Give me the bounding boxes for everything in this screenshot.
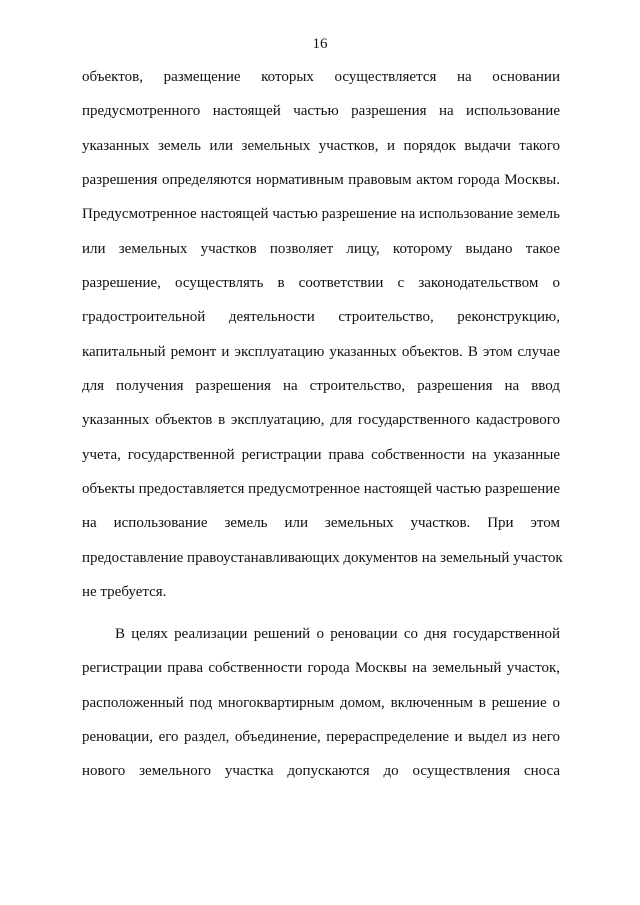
text-line: капитальный ремонт и эксплуатацию указанных объектов. В этом случае <box>82 343 560 360</box>
text-line: для получения разрешения на строительство, разрешения на ввод <box>82 378 560 395</box>
text-line: указанных земель или земельных участков, и порядок выдачи такого <box>82 137 560 154</box>
text-line: В целях реализации решений о реновации со дня государственной <box>115 626 560 642</box>
text-line: реновации, его раздел, объединение, перераспределение и выдел из него <box>82 729 560 746</box>
text-line: объектов, размещение которых осуществляется на основании <box>82 69 560 85</box>
text-line: регистрации права собственности города Москвы на земельный участок, <box>82 660 560 677</box>
page-number: 16 <box>312 36 328 52</box>
paragraph-1 <box>82 60 563 610</box>
text-line: предусмотренного настоящей частью разрешения на использование <box>82 103 560 120</box>
text-line: градостроительной деятельности строительство, реконструкцию, <box>82 309 560 326</box>
text-line: или земельных участков позволяет лицу, которому выдано такое <box>82 240 560 257</box>
text-line: Предусмотренное настоящей частью разрешение на использование земель <box>82 206 560 223</box>
text-line: предоставление правоустанавливающих документов на земельный участок <box>82 549 563 566</box>
text-line: на использование земель или земельных участков. При этом <box>82 515 560 532</box>
text-line: указанных объектов в эксплуатацию, для государственного кадастрового <box>82 412 560 429</box>
text-line: нового земельного участка допускаются до осуществления сноса <box>82 763 560 780</box>
text-line: расположенный под многоквартирным домом, включенным в решение о <box>82 694 560 711</box>
text-line: учета, государственной регистрации права собственности на указанные <box>82 446 560 463</box>
text-line: не требуется. <box>82 584 167 601</box>
text-line: разрешения определяются нормативным правовым актом города Москвы. <box>82 172 560 189</box>
paragraph-2 <box>82 617 560 789</box>
text-line: разрешение, осуществлять в соответствии с законодательством о <box>82 275 560 292</box>
text-line: объекты предоставляется предусмотренное настоящей частью разрешение <box>82 481 560 498</box>
